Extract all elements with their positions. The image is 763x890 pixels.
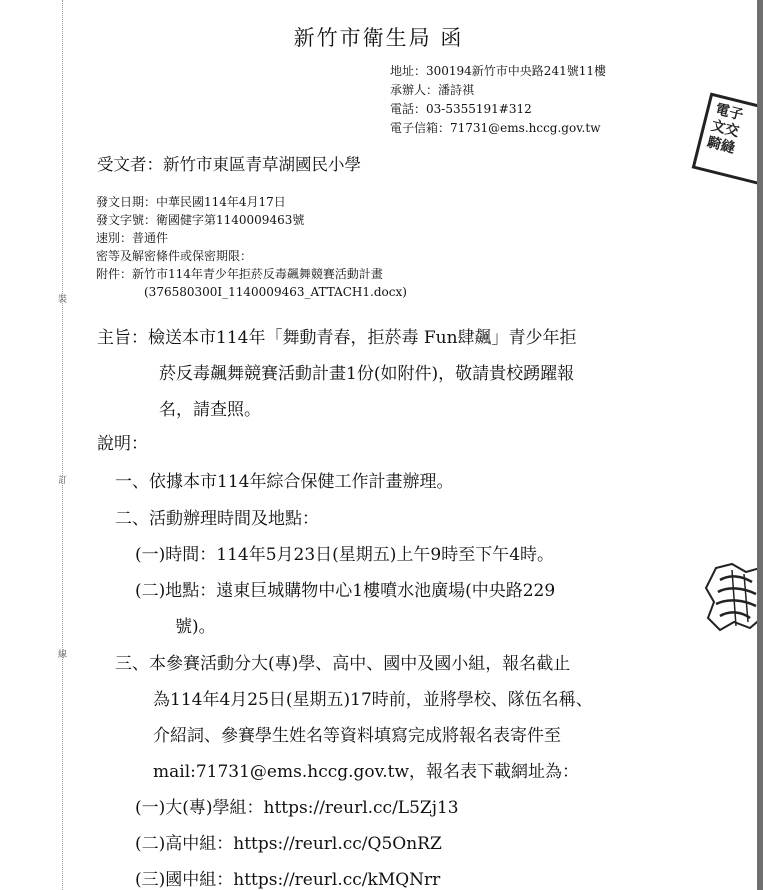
subject [97, 320, 577, 428]
seal-stamp-text: 文交 [709, 117, 741, 141]
registration-link-junior-high[interactable]: (三)國中組：https://reurl.cc/kMQNrr [135, 870, 441, 890]
explanation-item-2-2: (二)地點：遠東巨城購物中心1樓噴水池廣場(中央路229 [135, 581, 556, 601]
speed-class: 速別：普通件 [96, 231, 169, 245]
binding-mark-zhuang: 裝 [58, 295, 68, 305]
subject-line: 名，請查照。 [159, 400, 261, 420]
seal-stamp-text: 電子 [713, 101, 745, 124]
sender-contact-person: 承辦人：潘詩祺 [390, 83, 475, 97]
explanation-item-2-2-cont: 號)。 [175, 617, 216, 637]
binding-mark-ding: 訂 [58, 476, 68, 486]
subject-line: 主旨：檢送本市114年「舞動青春，拒菸毒 Fun肆飆」青少年拒 [97, 328, 577, 348]
sender-phone: 電話：03-5355191#312 [390, 102, 532, 116]
explanation-item-1: 一、依據本市114年綜合保健工作計畫辦理。 [115, 472, 454, 492]
sender-address: 地址：300194新竹市中央路241號11樓 [390, 64, 606, 78]
explanation-item-3-cont: mail:71731@ems.hccg.gov.tw，報名表下載網址為： [153, 762, 580, 782]
explanation-item-2: 二、活動辦理時間及地點： [115, 509, 319, 529]
binding-line [62, 0, 63, 890]
binding-mark-xian: 線 [58, 650, 68, 660]
secrecy-level: 密等及解密條件或保密期限： [96, 249, 253, 263]
document-title: 新竹市衛生局 函 [293, 26, 464, 50]
doc-number: 發文字號：衛國健字第1140009463號 [96, 213, 305, 227]
seal-stamp-fragment-icon [702, 562, 757, 632]
explanation-item-3-cont: 介紹詞、參賽學生姓名等資料填寫完成將報名表寄件至 [153, 726, 561, 746]
subject-line: 菸反毒飆舞競賽活動計畫1份(如附件)，敬請貴校踴躍報 [159, 364, 575, 384]
registration-link-university[interactable]: (一)大(專)學組：https://reurl.cc/L5Zj13 [135, 798, 459, 818]
sender-info [390, 62, 606, 138]
seal-stamp-text: 騎縫 [705, 134, 737, 157]
explanation-label: 說明： [97, 434, 148, 454]
attachment: 附件：新竹市114年青少年拒菸反毒飆舞競賽活動計畫 [96, 267, 383, 281]
document-meta [96, 193, 407, 301]
recipient: 受文者：新竹市東區青草湖國民小學 [97, 155, 361, 174]
explanation-item-3: 三、本參賽活動分大(專)學、高中、國中及國小組，報名截止 [115, 654, 571, 674]
sender-email: 電子信箱：71731@ems.hccg.gov.tw [390, 121, 601, 135]
explanation-item-2-1: (一)時間：114年5月23日(星期五)上午9時至下午4時。 [135, 545, 555, 565]
explanation-item-3-cont: 為114年4月25日(星期五)17時前，並將學校、隊伍名稱、 [153, 690, 593, 710]
registration-link-senior-high[interactable]: (二)高中組：https://reurl.cc/Q5OnRZ [135, 834, 442, 854]
seal-stamp [692, 92, 757, 185]
issue-date: 發文日期：中華民國114年4月17日 [96, 195, 286, 209]
attachment-file-link[interactable]: (376580300I_1140009463_ATTACH1.docx) [144, 285, 407, 299]
